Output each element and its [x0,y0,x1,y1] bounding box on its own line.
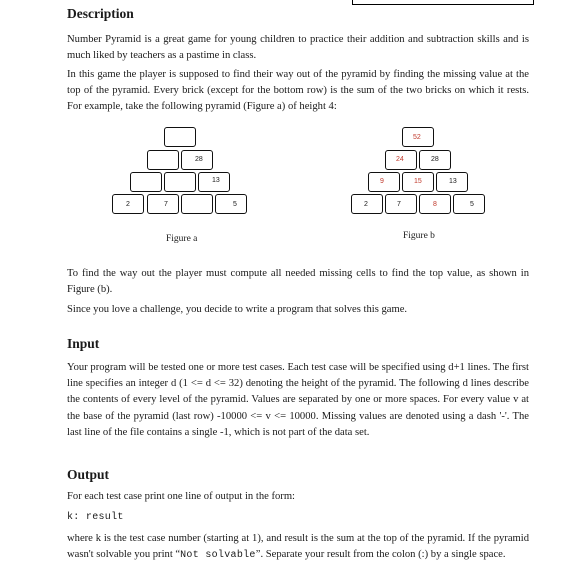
brick-value: 2 [364,201,368,208]
input-heading: Input [67,336,100,351]
brick [385,194,417,214]
brick-value: 15 [414,178,422,185]
brick-value: 28 [195,156,203,163]
brick [453,194,485,214]
description-para-2: In this game the player is supposed to find their way out of the pyramid by finding the missing value at the top of the pyramid. Every brick (except for the bottom row) is the sum of the two bricks on which it rests. For example, take the following pyramid (Figure a) of height 4: [67,69,529,113]
description-heading: Description [67,6,134,21]
output-heading: Output [67,467,110,482]
output-para-2-start: where k is the test case number (starting at 1), and result is the sum at the top of the pyramid. If the pyramid wasn't solvable you print “ [67,533,529,561]
output-para-2 [67,531,529,564]
brick [368,172,400,192]
output-format: k: result [67,512,124,523]
input-para: Your program will be tested one or more test cases. Each test case will be specified using d+1 lines. The first line specifies an integer d (1 <= d <= 32) denoting the height of the pyramid. The following d lines describe the contents of every level of the pyramid. Values are separated by one or more spaces. For every value v at the base of the pyramid (last row) -10000 <= v <= 10000. Missing values are denoted using a dash '-'. The last line of the file contains a single -1, which is not part of the data set. [67,362,529,438]
brick-value: 28 [431,156,439,163]
brick-value: 5 [470,201,474,208]
brick-value: 13 [449,178,457,185]
output-para-2-end: ”. Separate your result from the colon (:) by a single space. [255,549,506,561]
brick-value: 7 [164,201,168,208]
description-para-3: To find the way out the player must compute all needed missing cells to find the top value, as shown in Figure (b). [67,268,529,296]
description-para-1: Number Pyramid is a great game for young children to practice their addition and subtraction skills and is much liked by teachers as a pastime in class. [67,34,529,62]
brick-value: 2 [126,201,130,208]
brick-value: 7 [397,201,401,208]
brick-value: 5 [233,201,237,208]
brick-value: 13 [212,177,220,184]
not-solvable-code: Not solvable [180,550,256,562]
description-para-4: Since you love a challenge, you decide to write a program that solves this game. [67,304,408,315]
brick-value: 9 [380,178,384,185]
brick-value: 8 [433,201,437,208]
figure-b-caption: Figure b [403,231,435,241]
figure-a-caption: Figure a [166,234,198,244]
brick-value: 24 [396,156,404,163]
output-para-1: For each test case print one line of output in the form: [67,491,295,502]
brick-value: 52 [413,134,421,141]
